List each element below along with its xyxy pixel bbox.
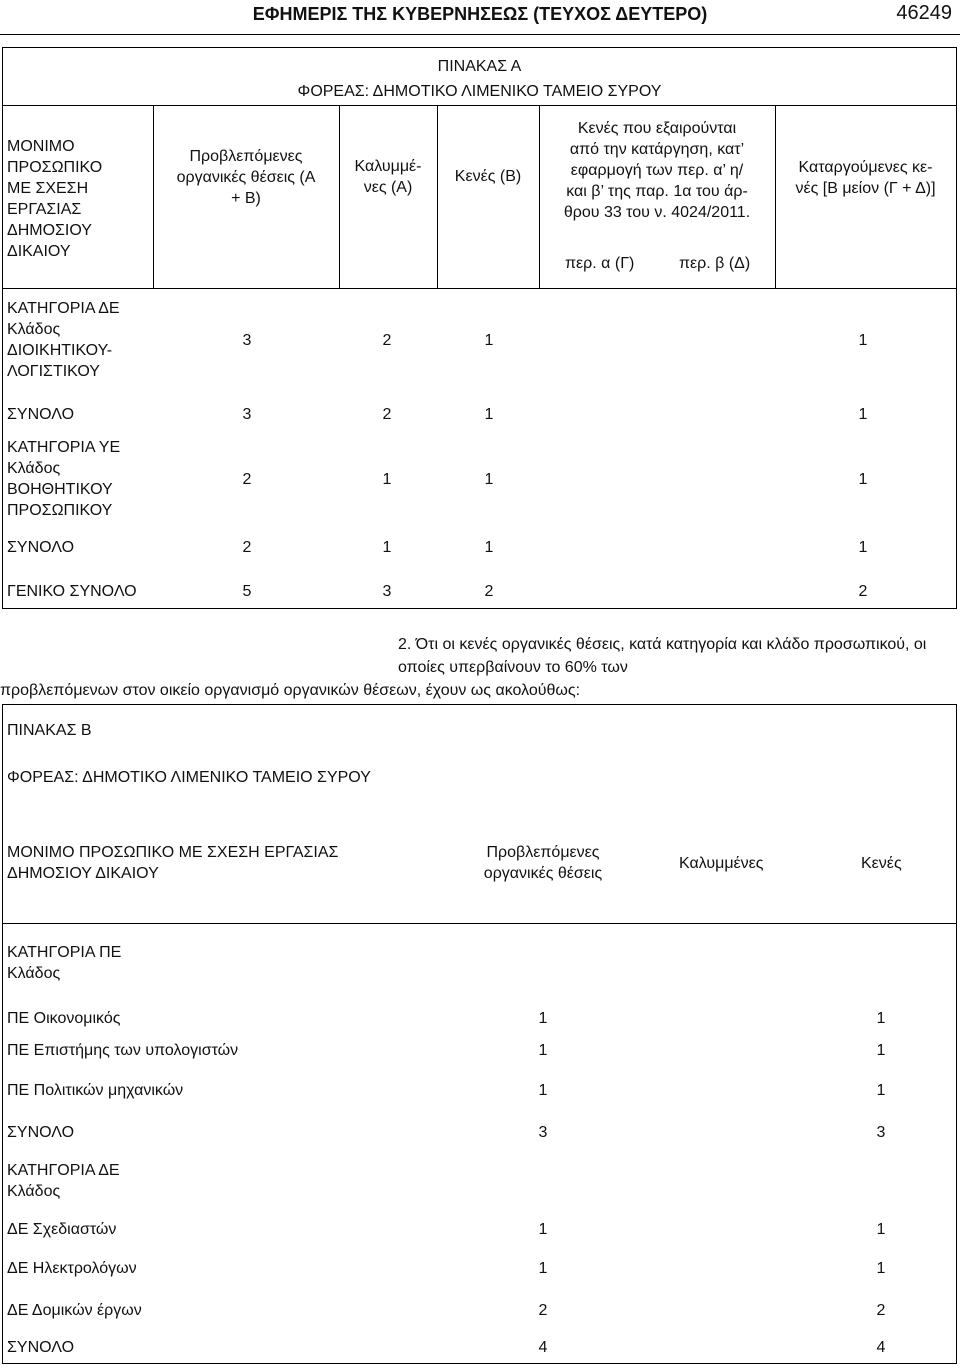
- category-pe-header: ΚΑΤΗΓΟΡΙΑ ΠΕ Κλάδος: [7, 944, 122, 982]
- row-ye-abolished: 1: [858, 471, 868, 488]
- table-row: ΔΕ Δομικών έργων: [7, 1302, 142, 1319]
- row-de-abolished: 1: [858, 332, 868, 349]
- row-sum1-vacant: 1: [484, 406, 494, 423]
- row-value-planned: 1: [538, 1082, 548, 1099]
- table-b-title: ΠΙΝΑΚΑΣ Β: [7, 722, 92, 739]
- col-header-covered-b: Καλυμμένες: [679, 855, 764, 872]
- row-value-planned: 3: [538, 1124, 548, 1141]
- col-header-planned-positions: Προβλεπόμενες οργανικές θέσεις (Α + Β): [176, 148, 316, 207]
- row-ye-planned: 2: [242, 471, 252, 488]
- row-value-vacant: 1: [876, 1260, 886, 1277]
- row-de-vacant: 1: [484, 332, 494, 349]
- row-ye-covered: 1: [382, 471, 392, 488]
- row-value-vacant: 2: [876, 1302, 886, 1319]
- row-sum1-covered: 2: [382, 406, 392, 423]
- row-de-planned: 3: [242, 332, 252, 349]
- page-number: 46249: [896, 2, 952, 24]
- row-sum2-covered: 1: [382, 539, 392, 556]
- col-header-per-a: περ. α (Γ): [565, 255, 635, 272]
- row-de-covered: 2: [382, 332, 392, 349]
- col-header-covered: Καλυμμέ- νες (Α): [354, 158, 422, 196]
- row-value-vacant: 1: [876, 1010, 886, 1027]
- row-ye-vacant: 1: [484, 471, 494, 488]
- col-header-abolished: Καταργούμενες κε- νές [Β μείον (Γ + Δ)]: [795, 159, 936, 197]
- row-grand-label: ΓΕΝΙΚΟ ΣΥΝΟΛΟ: [7, 583, 137, 600]
- table-a: [2, 47, 957, 609]
- category-de-header: ΚΑΤΗΓΟΡΙΑ ΔΕ Κλάδος: [7, 1162, 120, 1200]
- row-sum1-abolished: 1: [858, 406, 868, 423]
- col-header-exempt: Κενές που εξαιρούνται από την κατάργηση, κατ’ εφαρμογή των περ. α’ η/ και β’ της παρ. 1α του άρ- θρου 33 του ν. 4024/2011.: [563, 120, 751, 221]
- header-rule: [0, 34, 960, 35]
- row-value-vacant: 3: [876, 1124, 886, 1141]
- row-value-vacant: 1: [876, 1221, 886, 1238]
- row-value-vacant: 4: [876, 1339, 886, 1356]
- body-paragraph: 2. Ότι οι κενές οργανικές θέσεις, κατά κατηγορία και κλάδο προσωπικού, οι οποίες υπερβαίνουν το 60% των προβλεπόμενων στον οικείο οργανισμό οργανικών θέσεων, έχουν ως ακολούθως:: [0, 636, 927, 699]
- row-value-planned: 1: [538, 1260, 548, 1277]
- gazette-title: ΕΦΗΜΕΡΙΣ ΤΗΣ ΚΥΒΕΡΝΗΣΕΩΣ (ΤΕΥΧΟΣ ΔΕΥΤΕΡΟ): [252, 4, 708, 24]
- row-sum1-planned: 3: [242, 406, 252, 423]
- row-sum1-label: ΣΥΝΟΛΟ: [7, 406, 75, 423]
- table-row-total: ΣΥΝΟΛΟ: [7, 1339, 75, 1356]
- row-sum2-vacant: 1: [484, 539, 494, 556]
- row-grand-planned: 5: [242, 583, 252, 600]
- table-row: ΔΕ Σχεδιαστών: [7, 1221, 117, 1238]
- row-value-planned: 1: [538, 1221, 548, 1238]
- row-sum2-abolished: 1: [858, 539, 868, 556]
- table-row: ΠΕ Επιστήμης των υπολογιστών: [7, 1042, 239, 1059]
- table-a-title: ΠΙΝΑΚΑΣ Α: [437, 58, 522, 75]
- row-value-planned: 2: [538, 1302, 548, 1319]
- table-row: ΠΕ Οικονομικός: [7, 1010, 121, 1027]
- table-b-agency: ΦΟΡΕΑΣ: ΔΗΜΟΤΙΚΟ ΛΙΜΕΝΙΚΟ ΤΑΜΕΙΟ ΣΥΡΟΥ: [7, 769, 371, 786]
- col-header-staff-type-b: ΜΟΝΙΜΟ ΠΡΟΣΩΠΙΚΟ ΜΕ ΣΧΕΣΗ ΕΡΓΑΣΙΑΣ ΔΗΜΟΣΙΟΥ ΔΙΚΑΙΟΥ: [7, 844, 339, 882]
- table-row: ΠΕ Πολιτικών μηχανικών: [7, 1082, 184, 1099]
- row-sum2-label: ΣΥΝΟΛΟ: [7, 539, 75, 556]
- col-header-vacant: Κενές (Β): [454, 168, 522, 185]
- row-ye-label: ΚΑΤΗΓΟΡΙΑ ΥΕ Κλάδος ΒΟΗΘΗΤΙΚΟΥ ΠΡΟΣΩΠΙΚΟΥ: [7, 439, 121, 519]
- table-row-total: ΣΥΝΟΛΟ: [7, 1124, 75, 1141]
- col-header-per-b: περ. β (Δ): [679, 255, 751, 272]
- table-row: ΔΕ Ηλεκτρολόγων: [7, 1260, 137, 1277]
- col-header-staff-type: ΜΟΝΙΜΟ ΠΡΟΣΩΠΙΚΟ ΜΕ ΣΧΕΣΗ ΕΡΓΑΣΙΑΣ ΔΗΜΟΣΙΟΥ ΔΙΚΑΙΟΥ: [7, 138, 103, 260]
- row-sum2-planned: 2: [242, 539, 252, 556]
- row-grand-covered: 3: [382, 583, 392, 600]
- table-b: [2, 704, 957, 1364]
- row-value-vacant: 1: [876, 1082, 886, 1099]
- row-grand-vacant: 2: [484, 583, 494, 600]
- row-value-planned: 1: [538, 1042, 548, 1059]
- page-header: [0, 0, 960, 32]
- row-de-label: ΚΑΤΗΓΟΡΙΑ ΔΕ Κλάδος ΔΙΟΙΚΗΤΙΚΟΥ- ΛΟΓΙΣΤΙΚΟΥ: [7, 300, 120, 380]
- col-header-vacant-b: Κενές: [861, 855, 902, 872]
- row-value-planned: 1: [538, 1010, 548, 1027]
- row-grand-abolished: 2: [858, 583, 868, 600]
- row-value-vacant: 1: [876, 1042, 886, 1059]
- col-header-planned-b: Προβλεπόμενες οργανικές θέσεις: [483, 844, 603, 882]
- row-value-planned: 4: [538, 1339, 548, 1356]
- table-a-agency: ΦΟΡΕΑΣ: ΔΗΜΟΤΙΚΟ ΛΙΜΕΝΙΚΟ ΤΑΜΕΙΟ ΣΥΡΟΥ: [297, 83, 662, 100]
